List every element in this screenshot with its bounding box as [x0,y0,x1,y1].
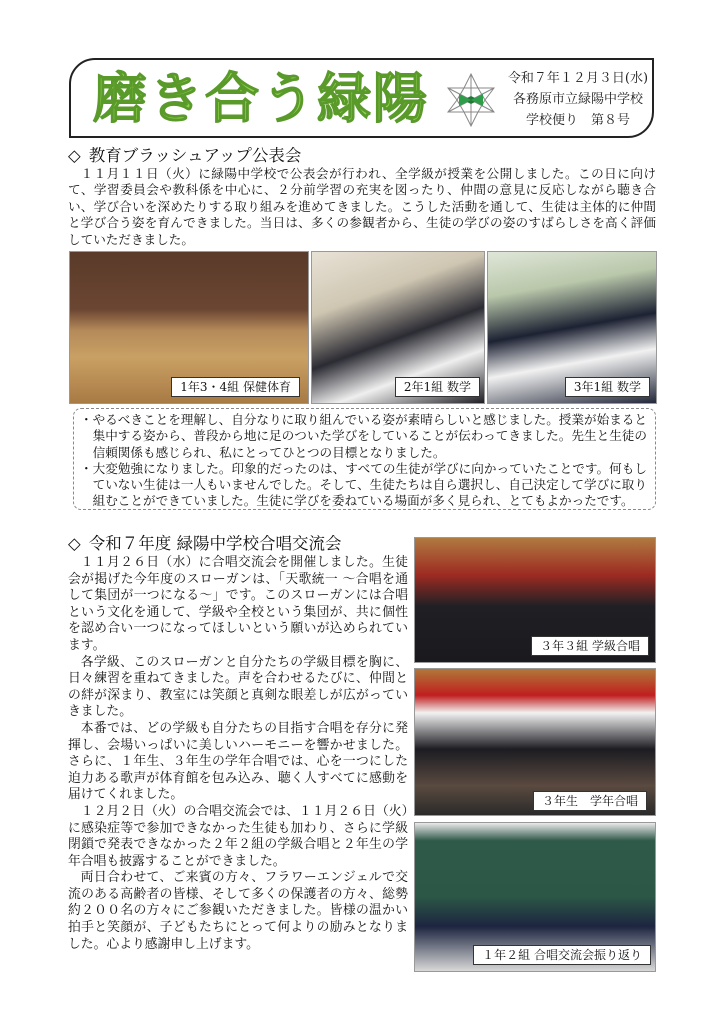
photo-caption: ３年３組 学級合唱 [531,636,649,656]
photo-math-3-1 [487,251,657,404]
visitor-comment: ・やるべきことを理解し、自分なりに取り組んでいる姿が素晴らしいと感じました。授業が始まると集中する姿から、普段から地に足のついた学びをしていることが伝わってきました。先生と生徒の信頼関係も感じられ、私にとってひとつの目標となりました。 [80,412,647,460]
paragraph: 各学級、このスローガンと自分たちの学級目標を胸に、日々練習を重ねてきました。声を合わせるたびに、仲間との絆が深まり、教室には笑顔と真剣な眼差しが広がっていきました。 [68,654,409,720]
photo-caption: 3年1組 数学 [565,377,650,397]
photo-caption: 1年3・4組 保健体育 [171,377,300,397]
photo-math-2-1 [311,251,485,404]
photo-pe-class [69,251,309,404]
school-crest-icon [445,72,497,128]
paragraph: 両日合わせて、ご来賓の方々、フラワーエンジェルで交流のある高齢者の皆様、そして多くの保護者の方々、総勢約２００名の方々にご参観いただきました。皆様の温かい拍手と笑顔が、子どもたちにとって何よりの励みとなりました。心より感謝申し上げます。 [68,870,408,952]
issue-number: 学校便り 第８号 [525,113,630,128]
visitor-comment: ・大変勉強になりました。印象的だったのは、すべての生徒が学びに向かっていたことです。何もしていない生徒は一人もいませんでした。そして、生徒たちは自ら選択し、自己決定して学びに取り組むことができていました。生徒に学びを委ねている場面が多く見られ、とてもよかったです。 [80,460,647,509]
photo-class-chorus [414,537,656,663]
paragraph: 本番では、どの学級も自分たちの目指す合唱を存分に発揮し、会場いっぱいに美しいハーモニーを響かせました。さらに、１年生、３年生の学年合唱では、心を一つにした迫力ある歌声が体育館を包み込み、聴く人すべてに感動を届けてくれました。 [68,720,409,803]
photo-caption: 2年1組 数学 [395,377,480,397]
school-name: 各務原市立緑陽中学校 [512,92,643,107]
newsletter-title: 磨き合う緑陽 [93,67,429,130]
section-heading-brushup: ◇ 教育ブラッシュアップ公表会 [68,146,302,165]
photo-caption: ３年生 学年合唱 [533,791,647,811]
diamond-bullet-icon: ◇ [68,146,81,165]
issue-date: 令和７年１２月３日(水) [507,71,649,86]
paragraph: １１月２６日（水）に合唱交流会を開催しました。生徒会が掲げた今年度のスローガンは、「天歌統一 ～合唱を通して集団が一つになる～」です。このスローガンには合唱という文化を通して、学級や全校という集団が、共に個性を認め合い一つになってほしいという願いが込められています。 [68,555,408,653]
photo-chorus-review [414,822,656,972]
section-heading-chorus: ◇ 令和７年度 緑陽中学校合唱交流会 [68,534,342,553]
paragraph: １２月２日（火）の合唱交流会では、１１月２６日（火）に感染症等で参加できなかった生徒も加わり、さらに学級閉鎖で発表できなかった２年２組の学級合唱と２年生の学年合唱も披露することができました。 [68,803,408,869]
masthead [69,58,654,138]
photo-caption: １年２組 合唱交流会振り返り [473,945,651,965]
photo-grade-chorus [414,668,656,816]
section2-body [68,555,408,953]
issue-info [503,68,653,131]
visitor-comments-box [73,408,656,510]
section1-body: １１月１１日（火）に緑陽中学校で公表会が行われ、全学級が授業を公開しました。この日に向けて、学習委員会や教科係を中心に、２分前学習の充実を図ったり、仲間の意見に反応しながら聴き合い、学び合いを深めたりする取り組みを進めてきました。こうした活動を通して、生徒は主体的に仲間と学び合う姿を育んできました。当日は、多くの参観者から、生徒の学びの姿のすばらしさを高く評価していただきました。 [68,166,656,247]
diamond-bullet-icon: ◇ [68,534,81,553]
